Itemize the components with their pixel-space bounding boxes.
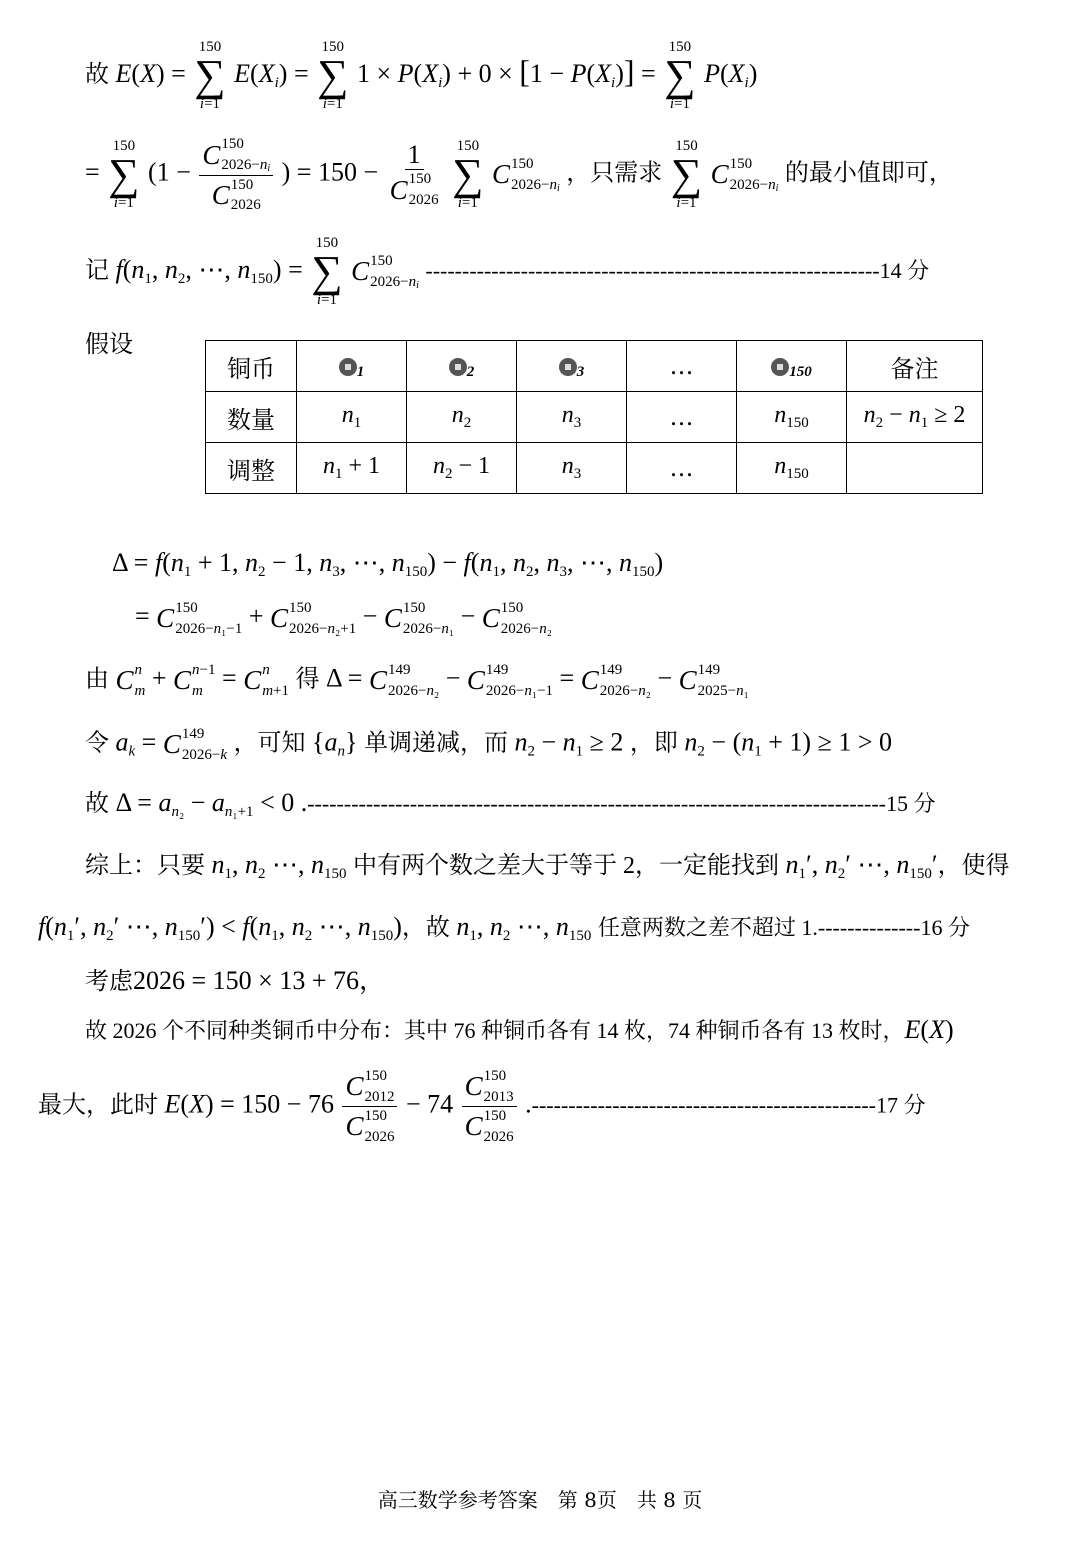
sum-symbol: 150 ∑ i=1 (194, 39, 226, 112)
sum-symbol: 150 ∑ i=1 (664, 39, 696, 112)
coin-icon (339, 358, 357, 376)
sum-symbol: 150 ∑ i=1 (452, 137, 484, 211)
text-de: 得 (295, 666, 320, 693)
table-cell (847, 443, 983, 494)
table-cell: 调整 (206, 443, 297, 494)
text-min-value: 的最小值即可， (784, 160, 953, 187)
fraction: C 150 2012 C 150 2026 (342, 1068, 397, 1145)
table-row (206, 392, 983, 443)
summary-line-1: 综上：只要 $n_1$, $n_2$ ⋯, $n_{150}$ 中有两个数之差大于等于 2，一定能找到 $n_1'$, $n_2'$ ⋯, $n_{150}'$，使得 (85, 850, 1010, 882)
sum-symbol: 150 ∑ i=1 (317, 39, 349, 112)
page-footer: 高三数学参考答案 第 8页 共 8 页 (377, 1488, 703, 1512)
table-header-cell: … (627, 341, 737, 392)
summary-line-2: $f(n_1'$, $n_2'$ ⋯, $n_{150}') < f(n_1$, $n_2$ ⋯, $n_{150}$)，故 $n_1$, $n_2$ ⋯, $n_{150}$ 任意两数之差不超过 1.--------------16 分 (38, 912, 970, 944)
consider-equation: 2026 = 150 × 13 + 76， (133, 966, 385, 995)
table-cell: $n_2 - n_1 \ge 2$ (847, 392, 983, 443)
score-17: -----------------------------------------------17 分 (531, 1092, 926, 1118)
text-summary-2: 中有两个数之差大于等于 2，一定能找到 (353, 853, 779, 879)
table-cell: … (627, 392, 737, 443)
text-decreasing: 单调递减，而 (363, 730, 508, 757)
text-only-need: ，只需求 (566, 160, 663, 187)
formula-line-1: 故 E(X) = 150 ∑ i=1 $E(X_i)$ = 150 ∑ i=1 $1 \times P(X_i) + 0 \times [1 - P(X_i)]$ = 150 ∑ i=1 $P(X_i)$ (85, 39, 758, 112)
sum-symbol: 150 ∑ i=1 (108, 137, 140, 211)
score-15: -------------------------------------------------------------------------------15 分 (307, 791, 936, 816)
table-cell: $n_3$ (517, 392, 627, 443)
score-16: --------------16 分 (817, 915, 970, 940)
coin-icon (771, 358, 789, 376)
identity-line: 由 C n m + C n−1 m = C n m+1 得 Δ = C 149 2026−n₂ − C 149 2026−n₁−1 = C 149 2026−n₂ − C 149 2025−n₁ (85, 662, 749, 699)
text-ji2: ，即 (629, 730, 678, 757)
let-line: 令 $a_k$ = C 149 2026−k ，可知 $\{a_n\}$ 单调递减，而 $n_2 - n_1 \ge 2$ ，即 $n_2 - (n_1 + 1) \ge 1 > 0$ (85, 726, 893, 763)
text-gu: 故 (85, 61, 109, 88)
fraction: 1 C 150 2026 (389, 140, 439, 208)
fraction: C 150 $2026-n_i$ C 150 2026 (199, 136, 273, 214)
text-max: 最大，此时 (38, 1092, 158, 1119)
assume-label: 假设 (85, 330, 133, 358)
text-ling: 令 (85, 730, 109, 757)
text-gu2: 故 (85, 791, 109, 817)
sum-symbol: 150 ∑ i=1 (670, 137, 703, 211)
text-summary-1: 综上：只要 (85, 853, 205, 879)
table-header-cell: 3 (517, 341, 627, 392)
coin-table (205, 340, 983, 494)
formula-line-2: = 150 ∑ i=1 (1 − C 150 $2026-n_i$ C 150 2026 ) = 150 − 1 C 150 2026 150 ∑ i=1 C 150 $2026-n_i$ ，只需求 150 ∑ i=1 C 150 $2026-n_i$ 的最小值即可， (85, 136, 953, 213)
table-cell: $n_1 + 1$ (297, 443, 407, 494)
consider-line (85, 968, 385, 994)
text-ji: 记 (85, 257, 109, 284)
so-line: 故 $\Delta = a_{n_2} - a_{n_1+1} < 0$ .-------------------------------------------------------------------------------15 分 (85, 788, 936, 820)
formula-line-3: 记 $f(n_1$, $n_2$, ⋯, $n_{150}$) = 150 ∑ i=1 C 150 $2026-n_i$ --------------------------------------------------------------14 分 (85, 235, 930, 308)
distribution-line: 故 2026 个不同种类铜币中分布：其中 76 种铜币各有 14 枚，74 种铜币各有 13 枚时，E(X) (85, 1015, 954, 1044)
table-cell: $n_1$ (297, 392, 407, 443)
delta-line-2: = C 150 2026−n₁−1 + C 150 2026−n₂+1 − C 150 2026−n₁ − C 150 2026−n₂ (135, 600, 552, 637)
table-cell: $n_{150}$ (737, 392, 847, 443)
text-kezhi: ，可知 (233, 730, 306, 757)
table-header-cell: 150 (737, 341, 847, 392)
table-cell: $n_{150}$ (737, 443, 847, 494)
text-summary-5: 任意两数之差不超过 1. (597, 915, 818, 940)
coin-icon (449, 358, 467, 376)
text-consider: 考虑 (85, 969, 133, 995)
table-row (206, 443, 983, 494)
sum-symbol: 150 ∑ i=1 (311, 235, 343, 308)
text-you: 由 (85, 666, 109, 693)
max-line: 最大，此时 E(X) = 150 − 76 C 150 2012 C 150 2026 − 74 C 150 2013 C 150 2026 .-----------------------------------------------17 分 (38, 1068, 926, 1145)
table-header-cell: 1 (297, 341, 407, 392)
table-header-cell: 铜币 (206, 341, 297, 392)
fraction: C 150 2013 C 150 2026 (462, 1068, 517, 1145)
table-cell: … (627, 443, 737, 494)
table-cell: $n_3$ (517, 443, 627, 494)
text-summary-3: ，使得 (937, 853, 1010, 879)
table-header-cell: 2 (407, 341, 517, 392)
table-row (206, 341, 983, 392)
table-cell: 数量 (206, 392, 297, 443)
coin-icon (559, 358, 577, 376)
score-14: --------------------------------------------------------------14 分 (425, 257, 930, 283)
text-summary-4: ，故 (401, 915, 450, 941)
text-distribution: 故 2026 个不同种类铜币中分布：其中 76 种铜币各有 14 枚，74 种铜币各有 13 枚时， (85, 1018, 905, 1043)
delta-line-1: $\Delta = f(n_1 + 1$, $n_2 - 1$, $n_3$, ⋯, $n_{150}) - f(n_1$, $n_2$, $n_3$, ⋯, $n_{150}$) (112, 548, 664, 580)
table-header-cell: 备注 (847, 341, 983, 392)
table-cell: $n_2 - 1$ (407, 443, 517, 494)
table-cell: $n_2$ (407, 392, 517, 443)
